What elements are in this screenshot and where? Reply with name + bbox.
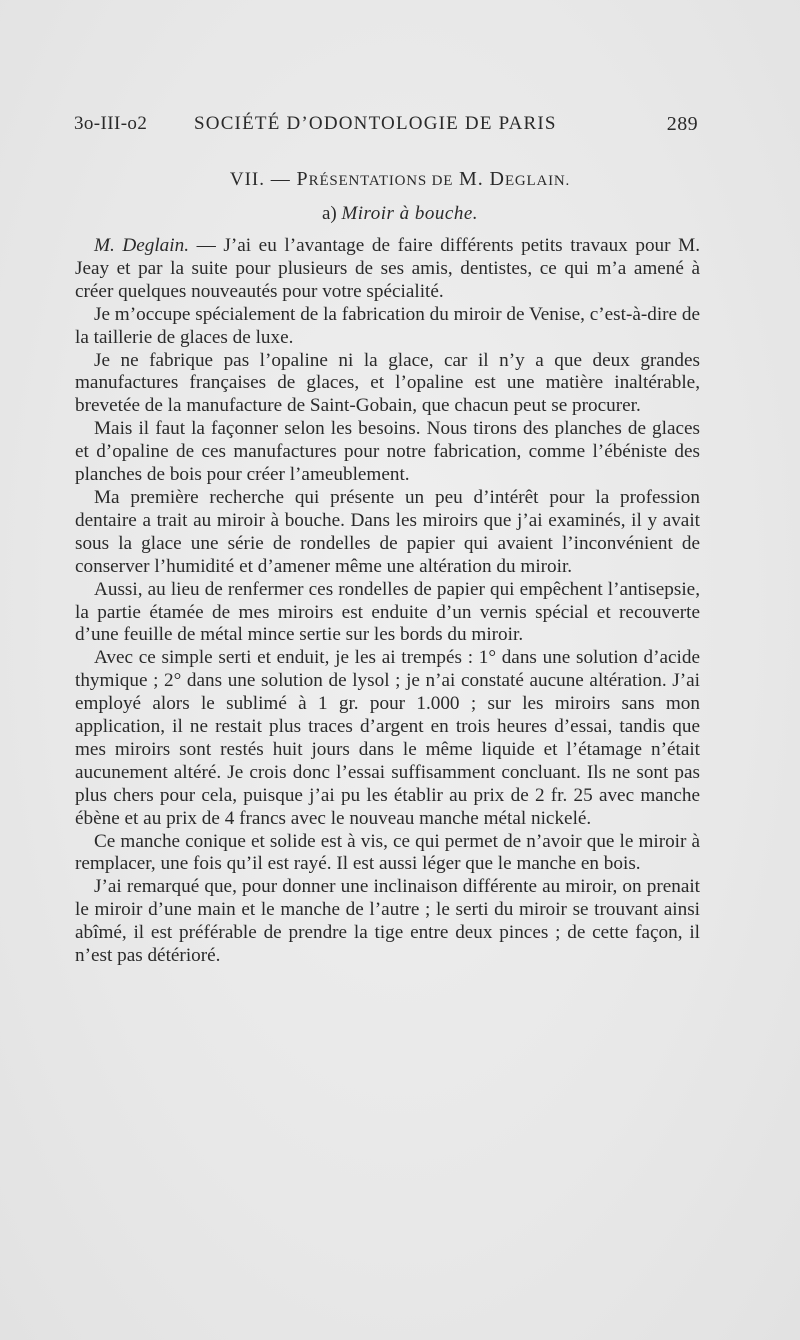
heading-initial-d: D	[489, 168, 505, 190]
paragraph-text: — J’ai eu l’avantage de faire différents petits travaux pour M. Jeay et par la suite pour plusieurs de ses amis, dentistes, ce qui m’a amené à créer quelques nouveautés pour votre spécialité.	[75, 235, 700, 302]
paragraph: Ma première recherche qui présente un peu d’intérêt pour la profession dentaire a trait au miroir à bouche. Dans les miroirs que j’ai examinés, il y avait sous la glace une série de rondelles de papier qui avaient l’inconvénient de conserver l’humidité et d’amener même une altération du miroir.	[75, 486, 700, 577]
heading-initial-p: P	[296, 168, 309, 190]
paragraph: Je m’occupe spécialement de la fabrication du miroir de Venise, c’est-à-dire de la taillerie de glaces de luxe.	[75, 303, 700, 348]
section-heading	[0, 168, 800, 191]
paragraph: Aussi, au lieu de renfermer ces rondelles de papier qui empêchent l’antisepsie, la partie étamée de mes miroirs est enduite d’un vernis spécial et recouverte d’une feuille de métal mince sertie sur les bords du miroir.	[75, 578, 700, 646]
heading-word-presentations-de: RÉSENTATIONS DE	[308, 173, 454, 189]
subsection-title: Miroir à bouche.	[341, 203, 479, 224]
running-head	[74, 113, 700, 141]
paragraph: J’ai remarqué que, pour donner une inclinaison différente au miroir, on prenait le miroir d’une main et le manche de l’autre ; le serti du miroir se trouvant ainsi abîmé, il est préférable de prendre la tige entre deux pinces ; de cette façon, il n’est pas détérioré.	[75, 876, 700, 967]
subsection-heading	[0, 203, 800, 225]
page-number: 289	[666, 113, 698, 135]
speaker-name: M. Deglain.	[94, 235, 189, 256]
paragraph: Avec ce simple serti et enduit, je les ai trempés : 1° dans une solution d’acide thymique ; 2° dans une solution de lysol ; je n’ai constaté aucune altération. J’ai employé alors le sublimé à 1 gr. pour 1.000 ; sur les miroirs sans mon application, il ne restait plus traces d’argent en trois heures d’essai, tandis que mes miroirs sont restés huit jours dans le même liquide et l’étamage n’était aucunement altéré. Je crois donc l’essai suffisamment concluant. Ils ne sont pas plus chers pour cela, puisque j’ai pu les établir au prix de 2 fr. 25 avec manche ébène et au prix de 4 francs avec le nouveau manche métal nickelé.	[75, 647, 700, 829]
body-text	[75, 235, 700, 968]
subsection-letter: a)	[321, 203, 337, 224]
paragraph	[75, 235, 700, 304]
section-number: VII. —	[229, 169, 291, 190]
journal-title: SOCIÉTÉ D’ODONTOLOGIE DE PARIS	[194, 113, 557, 134]
heading-word-deglain: EGLAIN.	[504, 173, 571, 189]
heading-m: M.	[458, 168, 484, 190]
paragraph: Mais il faut la façonner selon les besoins. Nous tirons des planches de glaces et d’opaline de ces manufactures pour notre fabrication, comme l’ébéniste des planches de bois pour créer l’ameublement.	[75, 418, 700, 486]
paragraph: Ce manche conique et solide est à vis, ce qui permet de n’avoir que le miroir à remplacer, une fois qu’il est rayé. Il est aussi léger que le manche en bois.	[75, 830, 700, 875]
paragraph: Je ne fabrique pas l’opaline ni la glace, car il n’y a que deux grandes manufactures françaises de glaces, et l’opaline est une matière inaltérable, brevetée de la manufacture de Saint-Gobain, que chacun peut se procurer.	[75, 349, 700, 417]
session-date: 3o-III-o2	[74, 113, 148, 134]
